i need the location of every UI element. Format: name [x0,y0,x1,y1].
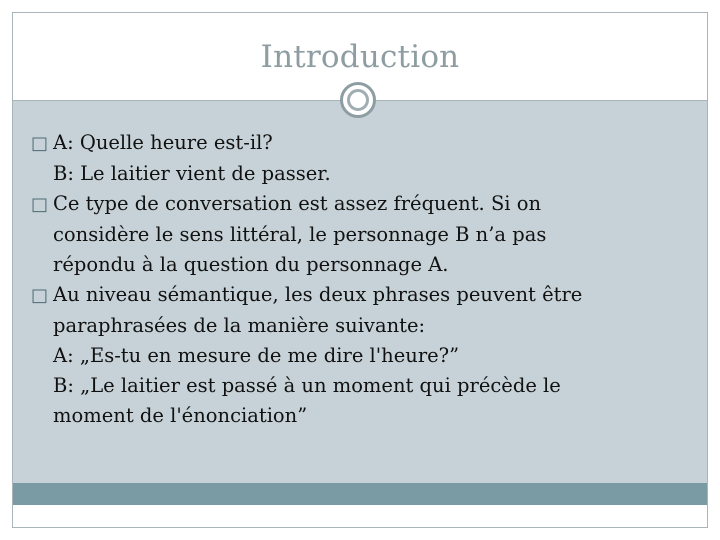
bullet-3-line-3: A: „Es-tu en mesure de me dire l'heure?” [53,344,460,367]
slide-body [31,128,691,431]
bullet-3 [31,280,691,311]
bullet-3-line-1: Au niveau sémantique, les deux phrases peuvent être [53,283,583,306]
bullet-3-line-5: moment de l'énonciation” [53,404,308,427]
bullet-2-line-2: considère le sens littéral, le personnage B n’a pas [53,223,547,246]
bullet-1-line-2: B: Le laitier vient de passer. [53,162,331,185]
bullet-2 [31,189,691,220]
circle-ornament-icon [340,82,376,118]
footer-bar [13,483,707,505]
bullet-2-line-1: Ce type de conversation est assez fréquent. Si on [53,192,542,215]
slide-frame [12,12,708,528]
bullet-2-line-3: répondu à la question du personnage A. [53,253,449,276]
bullet-1 [31,128,691,159]
bullet-1-line-1: A: Quelle heure est-il? [53,131,273,154]
bullet-square-icon: □ [31,285,49,306]
bullet-square-icon: □ [31,133,49,154]
title-divider-left [193,99,350,100]
bullet-square-icon: □ [31,194,49,215]
bullet-3-line-2: paraphrasées de la manière suivante: [53,314,426,337]
bullet-3-line-4: B: „Le laitier est passé à un moment qui précède le [53,374,561,397]
slide-title: Introduction [260,39,460,75]
title-divider-right [390,99,550,100]
